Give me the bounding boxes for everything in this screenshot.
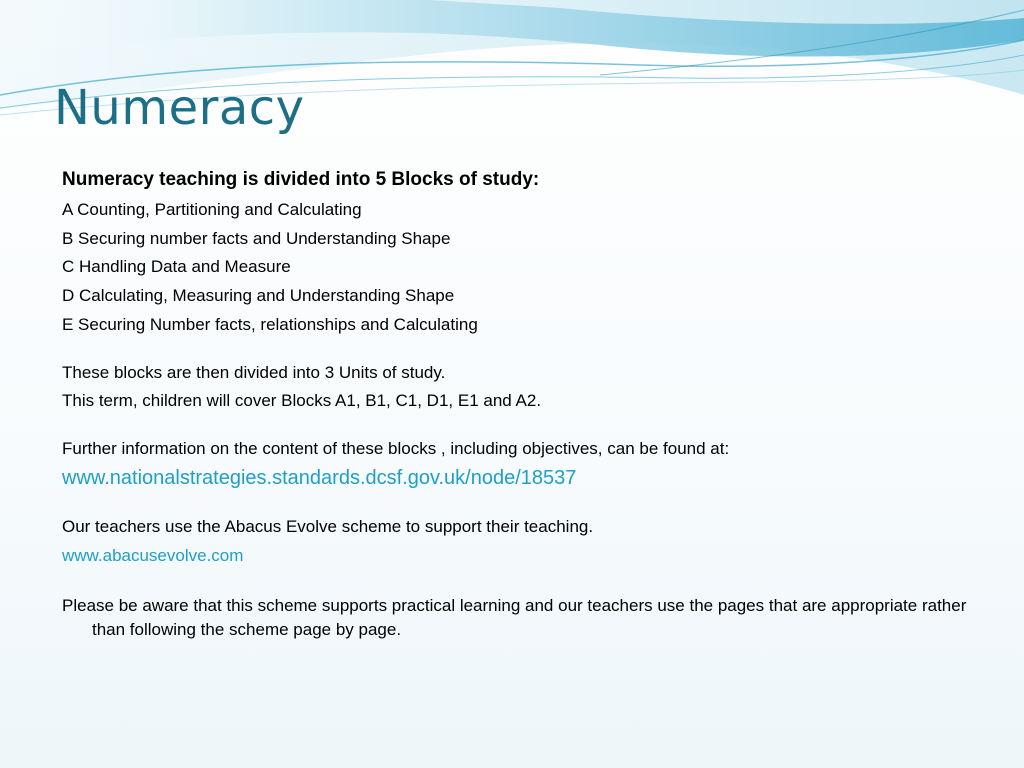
further-info-text: Further information on the content of these blocks , including objectives, can be found at: (62, 439, 730, 459)
block-item-d: D Calculating, Measuring and Understanding Shape (62, 286, 455, 306)
abacus-text: Our teachers use the Abacus Evolve scheme to support their teaching. (62, 517, 594, 537)
blocks-heading: Numeracy teaching is divided into 5 Blocks of study: (62, 169, 540, 190)
block-item-b: B Securing number facts and Understanding Shape (62, 228, 451, 248)
aware-text: Please be aware that this scheme supports practical learning and our teachers use the pages that are appropriate rather than following the scheme page by page. (62, 595, 967, 639)
units-text: These blocks are then divided into 3 Units of study. (62, 362, 446, 382)
national-strategies-link[interactable]: www.nationalstrategies.standards.dcsf.gov.uk/node/18537 (62, 467, 577, 490)
block-item-e: E Securing Number facts, relationships and Calculating (62, 314, 478, 334)
block-item-a: A Counting, Partitioning and Calculating (62, 200, 362, 219)
abacus-evolve-link[interactable]: www.abacusevolve.com (62, 545, 244, 565)
term-text: This term, children will cover Blocks A1, B1, C1, D1, E1 and A2. (62, 391, 542, 411)
slide-body (62, 170, 982, 651)
block-item-c: C Handling Data and Measure (62, 257, 291, 277)
slide-title: Numeracy (54, 80, 305, 136)
